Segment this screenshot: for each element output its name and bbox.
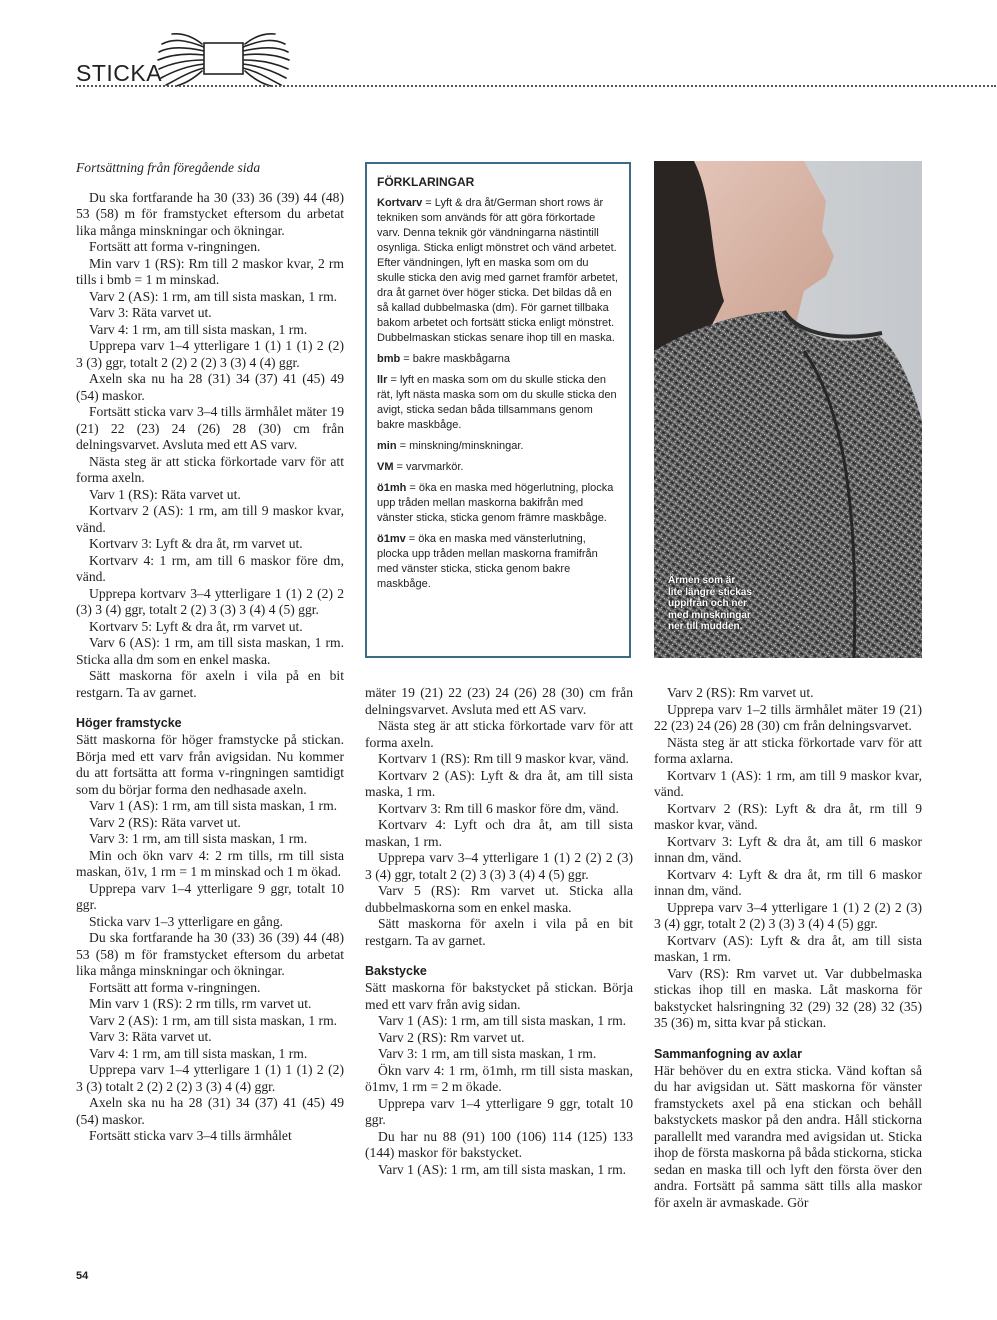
instruction-paragraph: Min varv 1 (RS): 2 rm tills, rm varvet ut. [89,996,312,1011]
caption-line: Ärmen som är [668,575,736,586]
instruction-paragraph: Varv 4: 1 rm, am till sista maskan, 1 rm. [89,321,308,337]
left-front-shoulder-instructions [365,685,633,949]
abbreviation-definition: = öka en maska med vänsterlutning, plocka upp tråden mellan maskorna framifrån med vänster sticka, sticka genom bakre maskbåge. [377,533,598,590]
instruction-paragraph: Varv 6 (AS): 1 rm, am till sista maskan, 1 rm. Sticka alla dm som en enkel maska. [76,635,344,667]
instruction-paragraph: Fortsätt att forma v-ringningen. [89,979,261,995]
abbreviation-definition: = Lyft & dra åt/German short rows är tekniken som används för att göra förkortade varv. Denna teknik gör vändningarna nästintill osynliga. Sticka enligt mönstret och vänd arbetet. Efter vändningen, lyft en maska som om du skulle sticka den avig med garnet framför arbetet, dra åt garnet över höger sticka. Det bildas då en så kallad dubbelmaska (dm). För garnet tillbaka bakom arbetet och fortsätt sticka enligt mönstret. Dubbelmaskan stickas senare ihop till en maska. [377,197,618,344]
photo-caption [668,575,752,633]
abbreviation-term: ö1mh [377,482,407,494]
instruction-paragraph: Sätt maskorna för axeln i vila på en bit restgarn. Ta av garnet. [365,916,633,948]
column-3 [654,685,922,1211]
instruction-paragraph: Ökn varv 4: 1 rm, ö1mh, rm till sista maskan, ö1mv, 1 rm = 2 m ökade. [365,1062,633,1094]
instruction-paragraph: Nästa steg är att sticka förkortade varv för att forma axlarna. [654,734,922,766]
instruction-paragraph: Varv 4: 1 rm, am till sista maskan, 1 rm. [89,1045,308,1061]
instruction-paragraph: Upprepa varv 3–4 ytterligare 1 (1) 2 (2) 2 (3) 3 (4) ggr, totalt 2 (2) 3 (3) 3 (4) 4 (5) ggr. [365,850,633,882]
caption-line: uppifrån och ner [668,598,747,609]
instruction-paragraph: Varv 1 (RS): Räta varvet ut. [89,486,241,502]
instruction-paragraph: Fortsätt sticka varv 3–4 tills ärmhålet [89,1128,292,1143]
abbreviation-definition: = lyft en maska som om du skulle sticka den rät, lyft nästa maska som om du skulle sticka den avigt, sticka sedan båda tillsammans genom bakre maskbåge. [377,374,617,431]
instruction-paragraph: Varv 1 (AS): 1 rm, am till sista maskan, 1 rm. [378,1013,627,1028]
sweater-photo [654,161,922,658]
right-front-instructions [76,798,344,1145]
abbreviation-term: bmb [377,353,401,365]
section-title: STICKA [76,60,163,86]
abbreviation-entry [377,532,619,592]
abbreviation-definition: = bakre maskbågarna [400,353,510,365]
column-1 [76,160,344,1145]
column-2 [365,685,633,1178]
abbreviation-entry [377,196,619,346]
caption-line: ner till mudden. [668,621,743,632]
instruction-paragraph: Nästa steg är att sticka förkortade varv för att forma axeln. [365,718,633,750]
abbreviations-box [365,162,631,658]
instruction-paragraph: Kortvarv 3: Rm till 6 maskor före dm, vänd. [378,800,619,816]
page-header [76,30,996,90]
abbreviation-term: min [377,440,397,452]
continuation-note: Fortsättning från föregående sida [76,160,261,175]
back-shoulder-instructions [654,685,922,1032]
instruction-paragraph: Upprepa varv 1–4 ytterligare 1 (1) 1 (1) 2 (2) 3 (3) ggr, totalt 2 (2) 2 (2) 3 (3) 4 (4) ggr. [76,338,344,370]
abbreviations-list [377,196,619,592]
left-front-instructions [76,190,344,702]
abbreviation-term: Kortvarv [377,197,423,209]
heading-shoulder-join: Sammanfogning av axlar [654,1046,802,1061]
header-dotted-rule [76,85,996,87]
instruction-paragraph: Nästa steg är att sticka förkortade varv för att forma axeln. [76,453,344,485]
instruction-paragraph: Kortvarv 5: Lyft & dra åt, rm varvet ut. [89,618,303,634]
instruction-paragraph: Kortvarv 1 (AS): 1 rm, am till 9 maskor kvar, vänd. [654,767,922,799]
caption-line: lite längre stickas [668,586,752,598]
instruction-paragraph: Du har nu 88 (91) 100 (106) 114 (125) 133 (144) maskor för bakstycket. [365,1128,633,1160]
instruction-paragraph: Varv 2 (RS): Räta varvet ut. [89,814,241,830]
instruction-paragraph: Varv 2 (RS): Rm varvet ut. [378,1029,525,1045]
instruction-paragraph: Du ska fortfarande ha 30 (33) 36 (39) 44 (48) 53 (58) m för framstycket eftersom du arbetat lika många minskningar och ökningar. [76,189,344,238]
instruction-paragraph: Du ska fortfarande ha 30 (33) 36 (39) 44 (48) 53 (58) m för framstycket eftersom du arbetat lika många minskningar och ökningar. [76,930,344,978]
back-instructions [365,1013,633,1178]
instruction-paragraph: Upprepa kortvarv 3–4 ytterligare 1 (1) 2 (2) 2 (3) 3 (4) ggr, totalt 2 (2) 3 (3) 3 (4) 4 (5) ggr. [76,585,344,617]
instruction-paragraph: Kortvarv 2 (AS): 1 rm, am till 9 maskor kvar, vänd. [76,503,344,535]
instruction-paragraph: Varv 1 (AS): 1 rm, am till sista maskan, 1 rm. [89,798,338,813]
instruction-paragraph: Kortvarv 2 (RS): Lyft & dra åt, rm till 9 maskor kvar, vänd. [654,800,922,832]
instruction-paragraph: Varv 5 (RS): Rm varvet ut. Sticka alla dubbelmaskorna som en enkel maska. [365,883,633,915]
abbreviation-entry [377,481,619,526]
instruction-paragraph: Kortvarv 2 (AS): Lyft & dra åt, am till sista maska, 1 rm. [365,767,633,799]
abbreviation-definition: = varvmarkör. [393,461,464,473]
abbreviation-entry [377,439,619,454]
abbreviation-definition: = öka en maska med högerlutning, plocka upp tråden mellan maskorna bakifrån med vänster sticka, sticka genom främre maskbåge. [377,482,614,524]
instruction-paragraph: Axeln ska nu ha 28 (31) 34 (37) 41 (45) 49 (54) maskor. [76,371,344,403]
instruction-paragraph: Kortvarv 1 (RS): Rm till 9 maskor kvar, vänd. [378,751,629,766]
instruction-paragraph: Varv 1 (AS): 1 rm, am till sista maskan, 1 rm. [378,1161,627,1177]
instruction-paragraph: Kortvarv 4: Lyft och dra åt, am till sista maskan, 1 rm. [365,817,633,849]
instruction-paragraph: Varv 2 (AS): 1 rm, am till sista maskan, 1 rm. [89,288,338,304]
instruction-paragraph: Kortvarv 3: Lyft & dra åt, rm varvet ut. [89,536,303,551]
page-number: 54 [76,1270,89,1282]
instruction-paragraph: Kortvarv 4: Lyft & dra åt, rm till 6 maskor innan dm, vänd. [654,866,922,898]
yarn-skein-icon [156,30,291,88]
instruction-paragraph: Axeln ska nu ha 28 (31) 34 (37) 41 (45) 49 (54) maskor. [76,1095,344,1127]
instruction-paragraph: Min och ökn varv 4: 2 rm tills, rm till sista maskan, ö1v, 1 rm = 1 m minskad och 1 m ökad. [76,847,344,879]
abbreviation-term: VM [377,461,394,473]
instruction-paragraph: Fortsätt sticka varv 3–4 tills ärmhålet mäter 19 (21) 22 (23) 24 (26) 28 (30) cm från delningsvarvet. Avsluta med ett AS varv. [76,404,344,452]
instruction-paragraph: Varv 3: Räta varvet ut. [89,1029,212,1044]
instruction-paragraph: Sätt maskorna för axeln i vila på en bit restgarn. Ta av garnet. [76,668,344,700]
instruction-paragraph: Upprepa varv 1–4 ytterligare 1 (1) 1 (1) 2 (2) 3 (3) totalt 2 (2) 2 (2) 3 (3) 4 (4) ggr. [76,1062,344,1094]
instruction-paragraph: Min varv 1 (RS): Rm till 2 maskor kvar, 2 rm tills i bmb = 1 m minskad. [76,255,344,287]
heading-right-front: Höger framstycke [76,716,182,730]
instruction-paragraph: mäter 19 (21) 22 (23) 24 (26) 28 (30) cm från delningsvarvet. Avsluta med ett AS varv. [365,685,633,717]
heading-back: Bakstycke [365,964,427,978]
back-lead: Sätt maskorna för bakstycket på stickan. Börja med ett varv från avig sidan. [365,980,633,1012]
instruction-paragraph: Varv 2 (AS): 1 rm, am till sista maskan, 1 rm. [89,1012,338,1028]
instruction-paragraph: Varv 2 (RS): Rm varvet ut. [667,685,814,700]
abbreviation-term: ö1mv [377,533,406,545]
instruction-paragraph: Kortvarv (AS): Lyft & dra åt, am till sista maskan, 1 rm. [654,932,922,964]
instruction-paragraph: Varv 3: Räta varvet ut. [89,305,212,320]
shoulder-join-lead: Här behöver du en extra sticka. Vänd koftan så du har avigsidan ut. Sätt maskorna för vänster framstyckets axel på ena stickan och behåll bakstyckets maskor på den andra. Håll stickorna parallellt med varandra med avigsidan ut. Sticka ihop de första maskorna på båda stickorna, sticka sedan en maska till och lyft den första över den andra. Fortsätt på samma sätt tills alla maskor för axeln är avmaskade. Gör [654,1062,923,1210]
abbreviation-entry [377,352,619,367]
instruction-paragraph: Varv 3: 1 rm, am till sista maskan, 1 rm. [378,1046,597,1061]
abbreviation-entry [377,373,619,433]
instruction-paragraph: Kortvarv 4: 1 rm, am till 6 maskor före dm, vänd. [76,552,344,584]
abbreviations-title: FÖRKLARINGAR [377,175,475,189]
instruction-paragraph: Upprepa varv 1–4 ytterligare 9 ggr, totalt 10 ggr. [365,1095,633,1127]
instruction-paragraph: Varv 3: 1 rm, am till sista maskan, 1 rm. [89,831,308,846]
instruction-paragraph: Fortsätt att forma v-ringningen. [89,239,261,254]
abbreviation-entry [377,460,619,475]
instruction-paragraph: Upprepa varv 1–2 tills ärmhålet mäter 19 (21) 22 (23) 24 (26) 28 (30) cm från delningsvarvet. [654,701,922,733]
instruction-paragraph: Upprepa varv 3–4 ytterligare 1 (1) 2 (2) 2 (3) 3 (4) ggr, totalt 2 (2) 3 (3) 3 (4) 4 (5) ggr. [654,899,922,931]
instruction-paragraph: Upprepa varv 1–4 ytterligare 9 ggr, totalt 10 ggr. [76,880,344,912]
instruction-paragraph: Sticka varv 1–3 ytterligare en gång. [89,913,284,929]
abbreviation-term: llr [377,374,388,386]
instruction-paragraph: Kortvarv 3: Lyft & dra åt, am till 6 maskor innan dm, vänd. [654,833,922,865]
abbreviation-definition: = minskning/minskningar. [396,440,524,452]
instruction-paragraph: Varv (RS): Rm varvet ut. Var dubbelmaska stickas ihop till en maska. Låt maskorna för bakstycket halsringning 32 (29) 32 (28) 32 (35) 35 (36) m, sitta kvar på stickan. [654,965,922,1030]
right-front-lead: Sätt maskorna för höger framstycke på stickan. Börja med ett varv från avigsidan. Nu kommer du att fortsätta att forma v-ringningen samtidigt som du börjar forma den nedhasade axeln. [76,732,344,797]
caption-line: med minskningar [668,609,751,621]
